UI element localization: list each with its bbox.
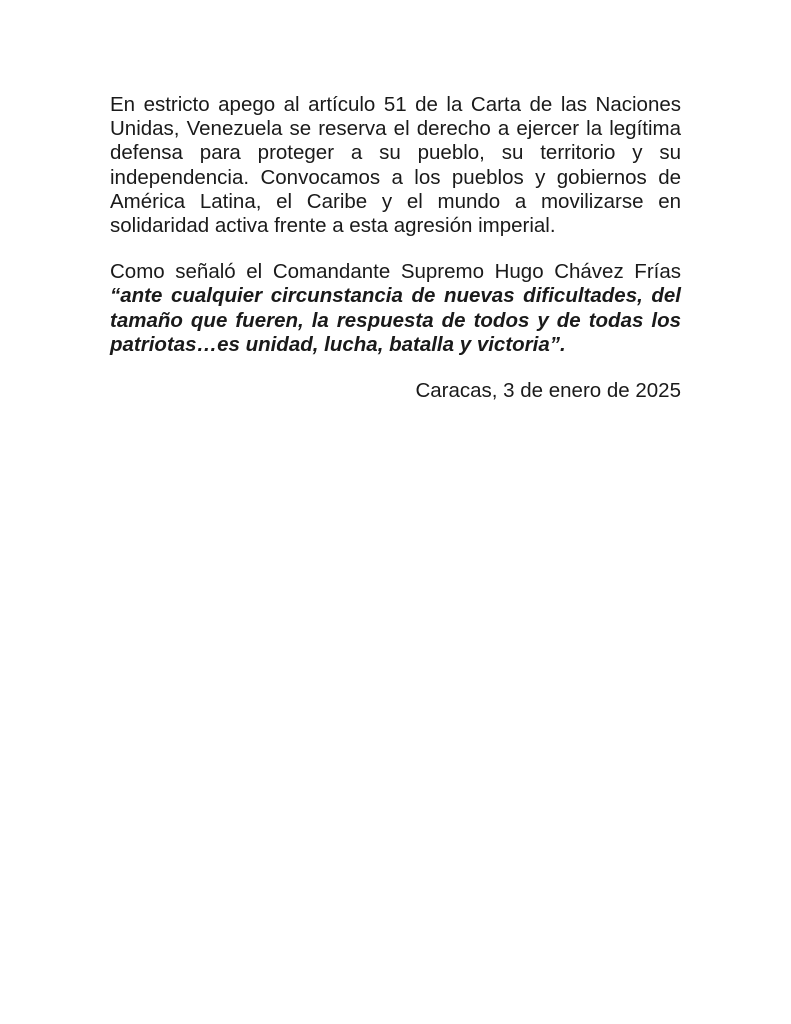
paragraph-legal-defense: En estricto apego al artículo 51 de la Carta de las Naciones Unidas, Venezuela se reserva el derecho a ejercer la legítima defensa para proteger a su pueblo, su territorio y su independencia. Convocamos a los pueblos y gobiernos de América Latina, el Caribe y el mundo a movilizarse en solidaridad activa frente a esta agresión imperial.	[110, 93, 681, 238]
paragraph-chavez-quote	[110, 260, 681, 357]
quote-emphasis-text: “ante cualquier circunstancia de nuevas dificultades, del tamaño que fueren, la respuesta de todos y de todas los patriotas…es unidad, lucha, batalla y victoria”.	[110, 284, 681, 356]
dateline: Caracas, 3 de enero de 2025	[415, 379, 681, 403]
quote-intro-text: Como señaló el Comandante Supremo Hugo Chávez Frías	[110, 260, 681, 284]
